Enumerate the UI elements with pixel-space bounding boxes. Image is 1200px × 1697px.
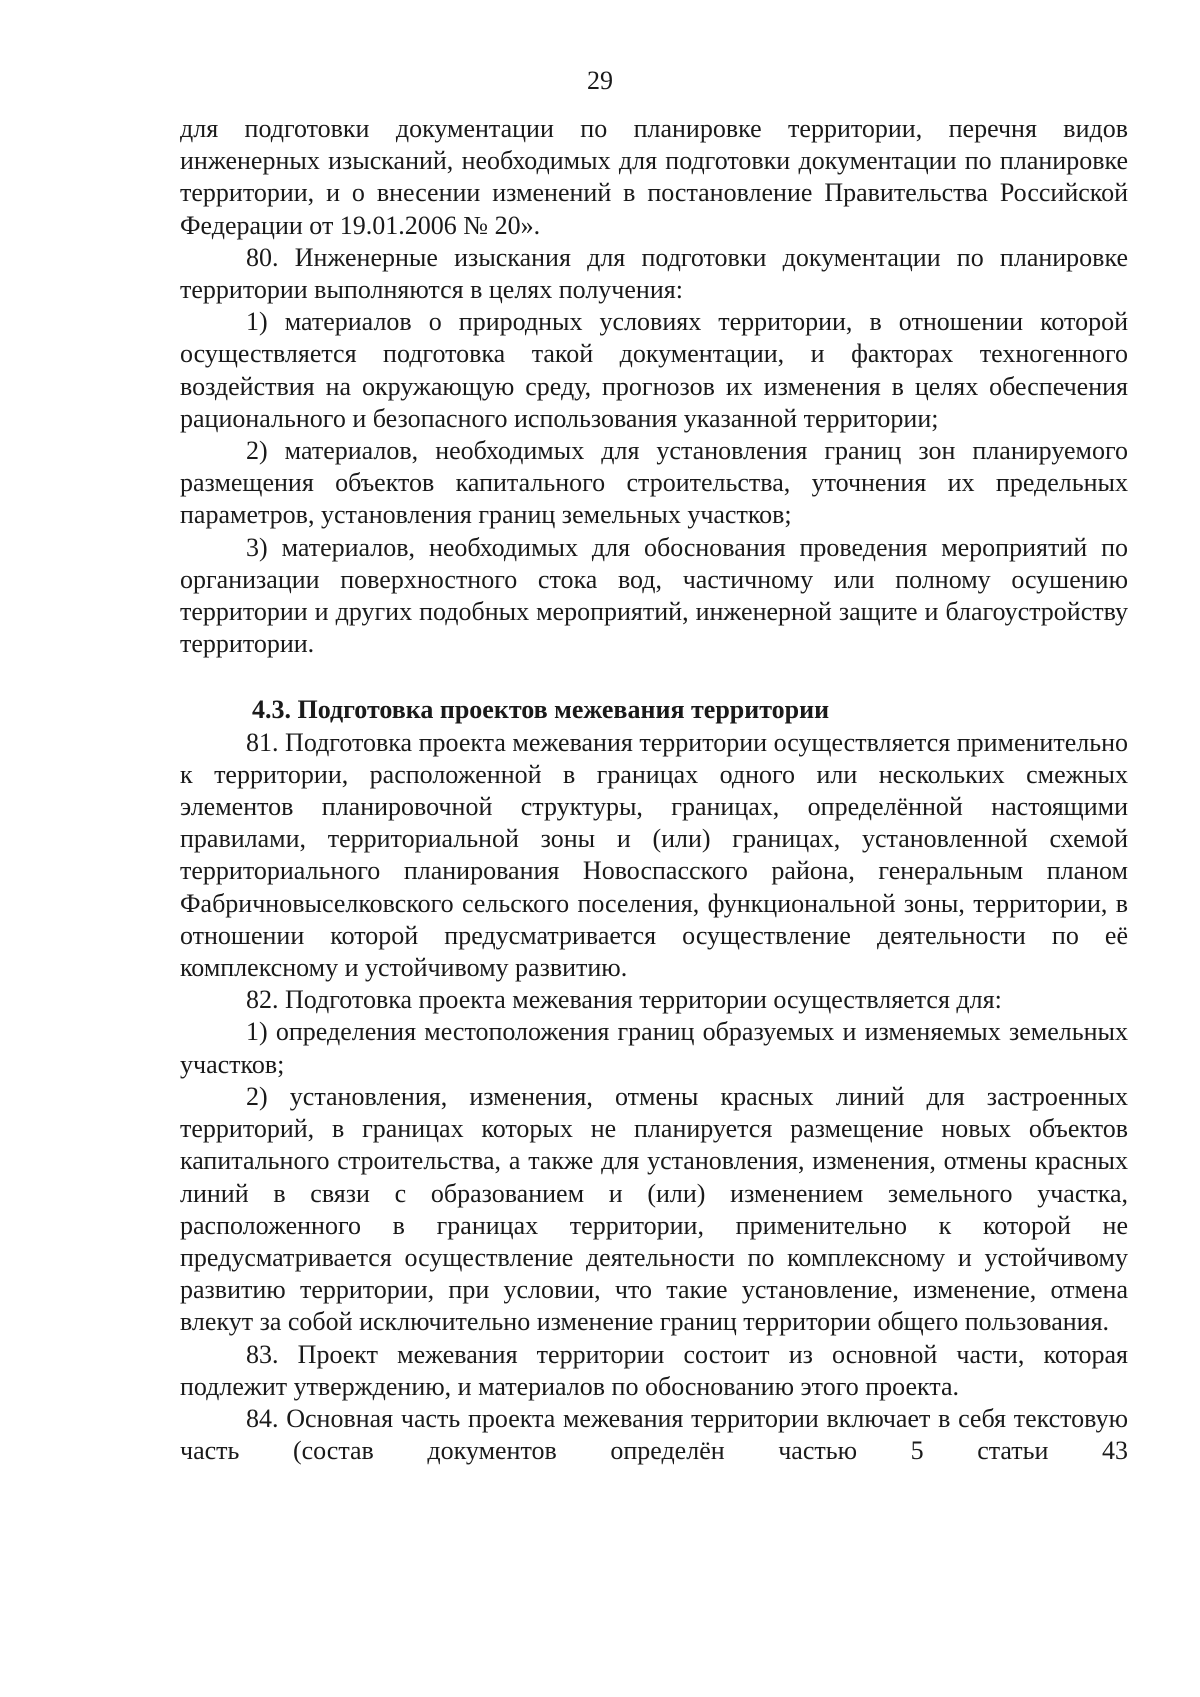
paragraph-82-item-2: 2) установления, изменения, отмены красных линий для застроенных территорий, в границах которых не планируется размещение новых объектов капитального строительства, а также для установления, изменения, отмены красных линий в связи с образованием и (или) изменением земельного участка, расположенного в границах территории, применительно к которой не предусматривается осуществление деятельности по комплексному и устойчивому развитию территории, при условии, что такие установление, изменение, отмена влекут за собой исключительно изменение границ территории общего пользования. <box>180 1081 1128 1337</box>
section-heading-4-3: 4.3. Подготовка проектов межевания территории <box>252 695 830 725</box>
document-body <box>180 113 1128 1467</box>
paragraph-82: 82. Подготовка проекта межевания территории осуществляется для: <box>246 985 1002 1015</box>
paragraph-80-item-1: 1) материалов о природных условиях территории, в отношении которой осуществляется подготовка такой документации, и факторах техногенного воздействия на окружающую среду, прогнозов их изменения в целях обеспечения рационального и безопасного использования указанной территории; <box>180 307 1128 433</box>
paragraph-continuation: для подготовки документации по планировке территории, перечня видов инженерных изысканий, необходимых для подготовки документации по планировке территории, и о внесении изменений в постановление Правительства Российской Федерации от 19.01.2006 № 20». <box>180 114 1128 240</box>
section-spacer <box>180 660 1128 694</box>
paragraph-82-item-1: 1) определения местоположения границ образуемых и изменяемых земельных участков; <box>180 1017 1128 1079</box>
page-number: 29 <box>587 66 613 95</box>
paragraph-80-item-2: 2) материалов, необходимых для установления границ зон планируемого размещения объектов капитального строительства, уточнения их предельных параметров, установления границ земельных участков; <box>180 436 1128 530</box>
paragraph-84: 84. Основная часть проекта межевания территории включает в себя текстовую часть (состав документов определён частью 5 статьи 43 <box>180 1403 1128 1466</box>
paragraph-81: 81. Подготовка проекта межевания территории осуществляется применительно к территории, расположенной в границах одного или нескольких смежных элементов планировочной структуры, границах, определённой настоящими правилами, территориальной зоны и (или) границах, установленной схемой территориального планирования Новоспасского района, генеральным планом Фабричновыселковского сельского поселения, функциональной зоны, территории, в отношении которой предусматривается осуществление деятельности по её комплексному и устойчивому развитию. <box>180 727 1128 983</box>
paragraph-83: 83. Проект межевания территории состоит из основной части, которая подлежит утверждению, и материалов по обоснованию этого проекта. <box>180 1339 1128 1401</box>
paragraph-80: 80. Инженерные изыскания для подготовки документации по планировке территории выполняются в целях получения: <box>180 242 1128 305</box>
paragraph-80-item-3: 3) материалов, необходимых для обоснования проведения мероприятий по организации поверхностного стока вод, частичному или полному осушению территории и других подобных мероприятий, инженерной защите и благоустройству территории. <box>180 532 1128 659</box>
